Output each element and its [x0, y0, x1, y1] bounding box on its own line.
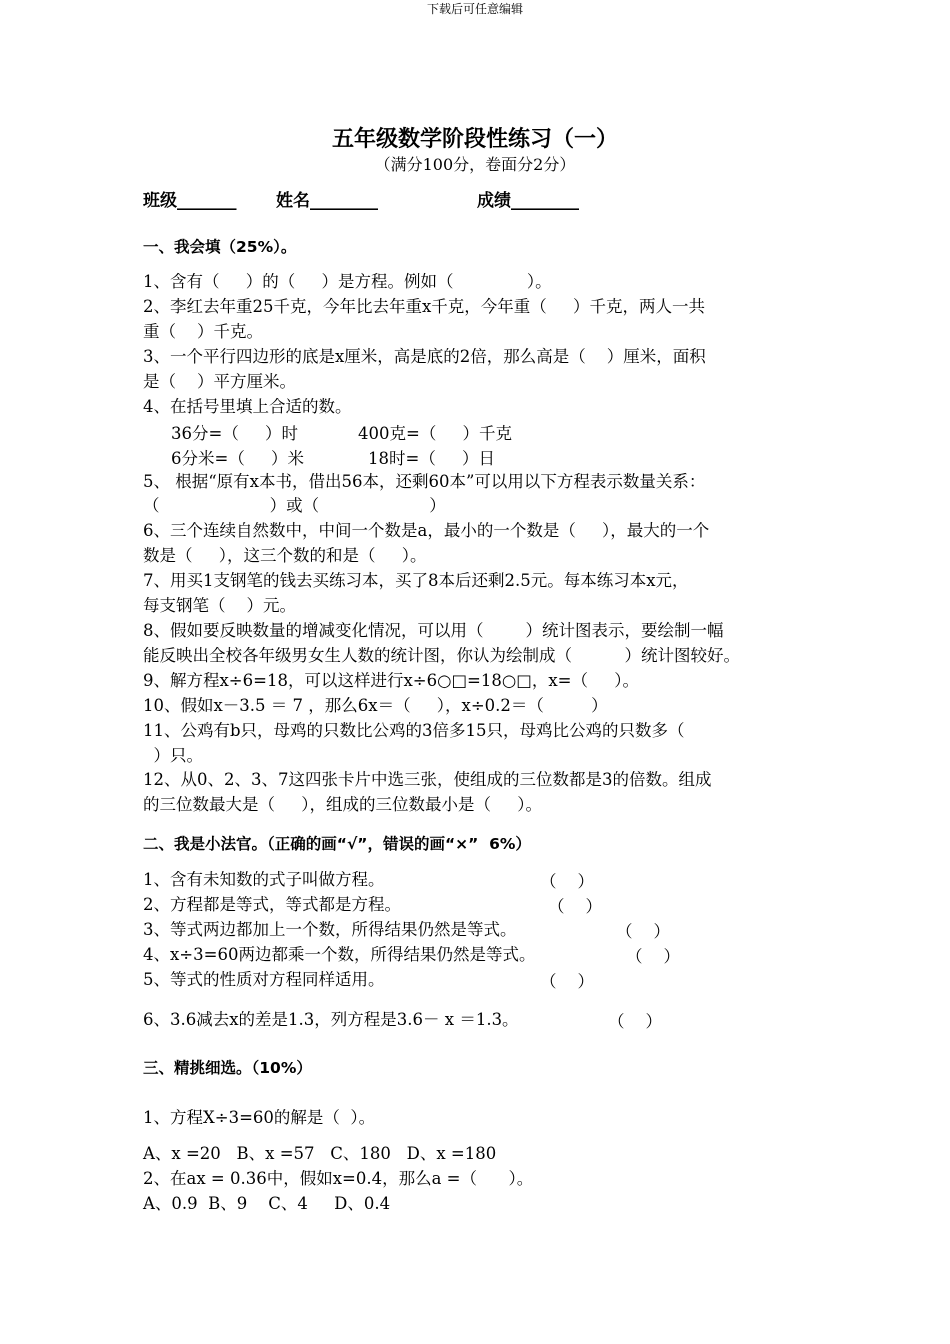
s2-item-text: 6、3.6减去x的差是1.3，列方程是3.6－ x ＝1.3。 [143, 1010, 519, 1029]
s3-line: 1、方程X÷3=60的解是（ ）。 [143, 1108, 376, 1127]
s1-line: 4、在括号里填上合适的数。 [143, 397, 352, 416]
q4-item: 36分=（ ）时 [171, 424, 299, 443]
s2-item-mark: （ ） [626, 947, 680, 966]
s3-line: 2、在ax = 0.36中，假如x=0.4，那么a =（ ）。 [143, 1169, 534, 1188]
s1-line: 6、三个连续自然数中，中间一个数是a，最小的一个数是（ ），最大的一个 [143, 521, 710, 540]
s2-item-text: 2、方程都是等式，等式都是方程。 [143, 895, 401, 914]
s1-line: 能反映出全校各年级男女生人数的统计图，你认为绘制成（ ）统计图较好。 [143, 646, 740, 665]
s1-line: （ ）或（ ） [143, 496, 446, 515]
s1-line: 8、假如要反映数量的增减变化情况，可以用（ ）统计图表示，要绘制一幅 [143, 621, 724, 640]
s1-line: 11、公鸡有b只，母鸡的只数比公鸡的3倍多15只，母鸡比公鸡的只数多（ [143, 721, 685, 740]
section2-heading: 二、我是小法官。（正确的画“√”，错误的画“×” 6%） [143, 835, 531, 853]
s1-line: 每支钢笔（ ）元。 [143, 596, 296, 615]
page-subtitle: （满分100分，卷面分2分） [374, 155, 576, 174]
s1-line: 7、用买1支钢笔的钱去买练习本，买了8本后还剩2.5元。每本练习本x元， [143, 571, 689, 590]
s1-line: 重（ ）千克。 [143, 322, 263, 341]
s2-item-mark: （ ） [616, 922, 670, 941]
s1-line: 9、解方程x÷6=18，可以这样进行x÷6○□=18○□，x=（ ）。 [143, 671, 639, 690]
s1-line: 1、含有（ ）的（ ）是方程。例如（ ）。 [143, 272, 552, 291]
s3-line: A、x =20 B、x =57 C、180 D、x =180 [143, 1144, 497, 1163]
s2-item-mark: （ ） [540, 972, 594, 991]
s3-line: A、0.9 B、9 C、4 D、0.4 [143, 1194, 391, 1213]
s1-line: ）只。 [143, 746, 203, 765]
s1-line: 2、李红去年重25千克，今年比去年重x千克，今年重（ ）千克，两人一共 [143, 297, 706, 316]
s1-line: 12、从0、2、3、7这四张卡片中选三张，使组成的三位数都是3的倍数。组成 [143, 770, 712, 789]
q4-item: 400克=（ ）千克 [358, 424, 513, 443]
class-field: 班级_______ [143, 191, 237, 211]
s1-line: 3、一个平行四边形的底是x厘米，高是底的2倍，那么高是（ ）厘米，面积 [143, 347, 706, 366]
page-title: 五年级数学阶段性练习（一） [331, 127, 618, 152]
s2-item-text: 1、含有未知数的式子叫做方程。 [143, 870, 385, 889]
section3-heading: 三、精挑细选。（10%） [143, 1059, 312, 1077]
q4-item: 6分米=（ ）米 [171, 449, 305, 468]
s2-item-text: 4、x÷3=60两边都乘一个数，所得结果仍然是等式。 [143, 945, 536, 964]
s2-item-mark: （ ） [548, 897, 602, 916]
s2-item-mark: （ ） [608, 1012, 662, 1031]
s2-item-text: 3、等式两边都加上一个数，所得结果仍然是等式。 [143, 920, 517, 939]
s2-item-text: 5、等式的性质对方程同样适用。 [143, 970, 385, 989]
score-field: 成绩________ [477, 191, 579, 211]
s2-item-mark: （ ） [540, 872, 594, 891]
s1-line: 是（ ）平方厘米。 [143, 372, 296, 391]
header-note: 下载后可任意编辑 [426, 2, 523, 16]
s1-line: 的三位数最大是（ ），组成的三位数最小是（ ）。 [143, 795, 542, 814]
s1-line: 5、 根据“原有x本书，借出56本，还剩60本”可以用以下方程表示数量关系： [143, 472, 706, 491]
s1-line: 10、假如x－3.5 ＝ 7 ，那么6x＝（ ），x÷0.2＝（ ） [143, 696, 608, 715]
section1-heading: 一、我会填（25%）。 [143, 238, 297, 256]
q4-item: 18时=（ ）日 [368, 449, 496, 468]
name-field: 姓名________ [276, 191, 378, 211]
s1-line: 数是（ ），这三个数的和是（ ）。 [143, 546, 427, 565]
